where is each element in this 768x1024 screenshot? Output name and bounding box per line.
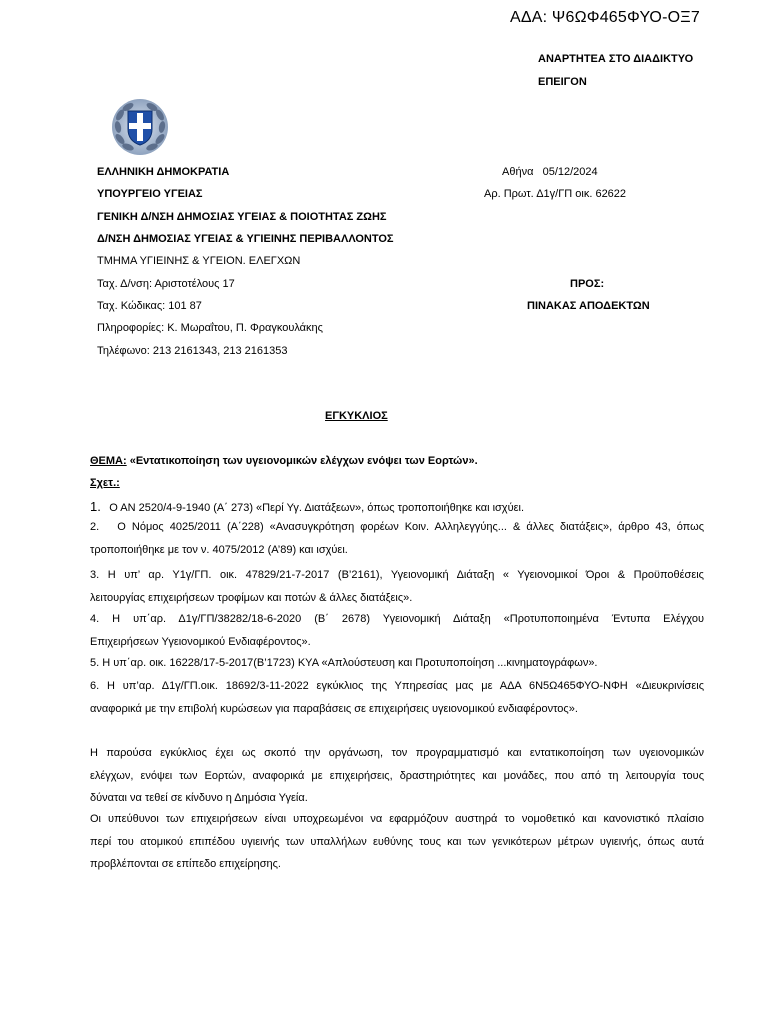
reference-number: 1. — [90, 499, 101, 514]
reference-number: 6. — [90, 680, 100, 692]
reference-line — [90, 516, 704, 539]
reference-text: Ο ΑΝ 2520/4-9-1940 (Α΄ 273) «Περί Υγ. Διατάξεων», όπως τροποποιήθηκε και ισχύει. — [109, 502, 524, 514]
body-line: περί του ατομικού επιπέδου υγιεινής των υπαλλήλων ευθύνης τους και των γενικότερων μέτρων υγιεινής, όπως αυτά — [90, 835, 704, 848]
sender-department: ΤΜΗΜΑ ΥΓΙΕΙΝΗΣ & ΥΓΕΙΟΝ. ΕΛΕΓΧΩΝ — [97, 255, 301, 267]
reference-line — [90, 608, 704, 631]
posting-note-online: ΑΝΑΡΤΗΤΕΑ ΣΤΟ ΔΙΑΔΙΚΤΥΟ — [538, 53, 694, 65]
subject-line — [90, 455, 478, 467]
subject-label: ΘΕΜΑ: — [90, 455, 127, 467]
reference-number: 2. — [90, 521, 100, 533]
reference-text: Η υπ’ αρ. Υ1γ/ΓΠ. οικ. 47829/21-7-2017 (Β’2161), Υγειονομική Διάταξη « Υγειονομικοί Όροι & Προϋποθέσεις — [107, 569, 704, 581]
reference-6 — [90, 675, 704, 720]
body-line: Οι υπεύθυνοι των επιχειρήσεων είναι υποχρεωμένοι να εφαρμόζουν αυστηρά το νομοθετικό και κανονιστικό πλαίσιο — [90, 813, 704, 825]
ada-code: ΑΔΑ: Ψ6ΩΦ465ΦΥΟ-ΟΞ7 — [510, 9, 700, 26]
reference-1 — [90, 498, 704, 516]
reference-2 — [90, 516, 704, 561]
document-type: ΕΓΚΥΚΛΙΟΣ — [325, 410, 388, 422]
document-date: Αθήνα 05/12/2024 — [502, 166, 598, 178]
body-paragraph-2 — [90, 808, 704, 876]
reference-number: 4. — [90, 613, 100, 625]
reference-line: αναφορικά με την επιβολή κυρώσεων για παραβάσεις σε επιχειρήσεις υγειονομικού ενδιαφέροντος». — [90, 702, 578, 715]
reference-line: τροποποιήθηκε με τον ν. 4075/2012 (Α’89) και ισχύει. — [90, 543, 348, 556]
sender-address: Ταχ. Δ/νση: Αριστοτέλους 17 — [97, 278, 235, 290]
body-paragraph-1 — [90, 742, 704, 810]
body-line: Η παρούσα εγκύκλιος έχει ως σκοπό την οργάνωση, τον προγραμματισμό και εντατικοποίηση των υγειονομικών — [90, 747, 704, 759]
subject-text: «Εντατικοποίηση των υγειονομικών ελέγχων ενόψει των Εορτών». — [126, 455, 478, 467]
reference-line — [90, 564, 704, 587]
reference-number: 5. — [90, 657, 100, 669]
body-line: δύναται να τεθεί σε κίνδυνο η Δημόσια Υγεία. — [90, 792, 308, 804]
reference-4 — [90, 608, 704, 653]
reference-line: λειτουργίας επιχειρήσεων τροφίμων και ποτών & άλλες διατάξεις». — [90, 591, 413, 604]
sender-info: Πληροφορίες: Κ. Μωραΐτου, Π. Φραγκουλάκης — [97, 322, 323, 334]
reference-5 — [90, 652, 704, 675]
reference-text: Η υπ΄αρ. Δ1γ/ΓΠ/38282/18-6-2020 (Β΄ 2678) Υγειονομική Διάταξη «Προτυποποιημένα Έντυπα Ελέγχου — [112, 613, 704, 625]
related-label: Σχετ.: — [90, 477, 120, 489]
sender-directorate: Δ/ΝΣΗ ΔΗΜΟΣΙΑΣ ΥΓΕΙΑΣ & ΥΓΙΕΙΝΗΣ ΠΕΡΙΒΑΛΛΟΝΤΟΣ — [97, 233, 394, 245]
reference-3 — [90, 564, 704, 609]
reference-text: Η υπ΄αρ. οικ. 16228/17-5-2017(Β’1723) ΚΥΑ «Απλούστευση και Προτυποποίηση ...κινηματογράφων». — [102, 657, 598, 669]
reference-number: 3. — [90, 569, 100, 581]
protocol-number: Αρ. Πρωτ. Δ1γ/ΓΠ οικ. 62622 — [484, 188, 627, 200]
reference-line: Επιχειρήσεων Υγειονομικού Ενδιαφέροντος». — [90, 635, 311, 648]
sender-ministry: ΥΠΟΥΡΓΕΙΟ ΥΓΕΙΑΣ — [97, 188, 203, 200]
reference-line — [90, 675, 704, 698]
sender-general-directorate: ΓΕΝΙΚΗ Δ/ΝΣΗ ΔΗΜΟΣΙΑΣ ΥΓΕΙΑΣ & ΠΟΙΟΤΗΤΑΣ ΖΩΗΣ — [97, 211, 387, 223]
reference-line — [90, 652, 704, 675]
sender-phone: Τηλέφωνο: 213 2161343, 213 2161353 — [97, 345, 288, 357]
reference-text: Ο Νόμος 4025/2011 (Α΄228) «Ανασυγκρότηση φορέων Κοιν. Αλληλεγγύης... & άλλες διατάξεις», άρθρο 43, όπως — [117, 521, 704, 533]
body-line: προβλέπονται σε επίπεδο επιχείρησης. — [90, 858, 281, 870]
recipients-list: ΠΙΝΑΚΑΣ ΑΠΟΔΕΚΤΩΝ — [527, 300, 650, 312]
greek-coat-of-arms-icon — [110, 97, 170, 157]
reference-text: Η υπ’αρ. Δ1γ/ΓΠ.οικ. 18692/3-11-2022 εγκύκλιος της Υπηρεσίας μας με ΑΔΑ 6Ν5Ω465ΦΥΟ-ΝΦΗ «Διευκρινίσεις — [107, 680, 704, 692]
sender-republic: ΕΛΛΗΝΙΚΗ ΔΗΜΟΚΡΑΤΙΑ — [97, 166, 230, 178]
posting-note-urgent: ΕΠΕΙΓΟΝ — [538, 76, 587, 88]
to-label: ΠΡΟΣ: — [570, 278, 605, 290]
sender-postal-code: Ταχ. Κώδικας: 101 87 — [97, 300, 202, 312]
body-line: ελέγχων, ενόψει των Εορτών, αναφορικά με επιχειρήσεις, δραστηριότητες και μονάδες, που από τη λειτουργία τους — [90, 769, 704, 782]
